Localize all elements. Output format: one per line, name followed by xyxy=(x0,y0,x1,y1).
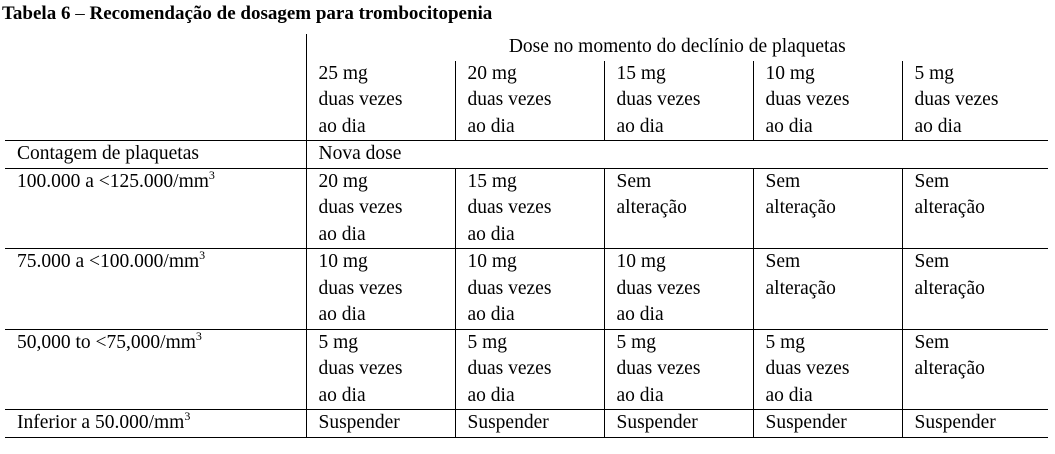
header-dose-row xyxy=(5,61,1048,141)
table-cell: Suspender xyxy=(455,410,604,438)
row-label: 75.000 $a <100.000/mm^3$ xyxy=(5,249,306,330)
table-cell: Sem alteração xyxy=(902,329,1048,410)
table-cell: 10 mg duas vezes ao dia xyxy=(306,249,455,330)
table-row xyxy=(5,329,1048,410)
header-dose-cell: 15 mg duas vezes ao dia xyxy=(604,61,753,141)
table-title-text: Recomendação de dosagem para trombocitopenia xyxy=(89,3,493,24)
header-dose-cell: 5 mg duas vezes ao dia xyxy=(902,61,1048,141)
title-dash: – xyxy=(70,3,90,24)
table-cell: 20 mg duas vezes ao dia xyxy=(306,168,455,249)
table-cell: Sem alteração xyxy=(902,168,1048,249)
new-dose-label: Nova dose xyxy=(306,141,1048,169)
table-cell: Suspender xyxy=(604,410,753,438)
table-cell: Suspender xyxy=(306,410,455,438)
table-title xyxy=(2,2,492,26)
header-dose-cell: 10 mg duas vezes ao dia xyxy=(753,61,902,141)
table-cell: Suspender xyxy=(753,410,902,438)
table-cell: Sem alteração xyxy=(753,168,902,249)
table-row xyxy=(5,410,1048,438)
row-label: 50,000 to $<75,000/mm^3$ xyxy=(5,329,306,410)
table-cell: 5 mg duas vezes ao dia xyxy=(753,329,902,410)
row-label: 100.000 $a <125.000/mm^3$ xyxy=(5,168,306,249)
table-cell: 5 mg duas vezes ao dia xyxy=(455,329,604,410)
table-cell: Sem alteração xyxy=(753,249,902,330)
table-cell: 10 mg duas vezes ao dia xyxy=(455,249,604,330)
header-empty-cell xyxy=(5,34,306,61)
table-row xyxy=(5,168,1048,249)
table-cell: 15 mg duas vezes ao dia xyxy=(455,168,604,249)
subheader-row xyxy=(5,141,1048,169)
table-cell: 10 mg duas vezes ao dia xyxy=(604,249,753,330)
table-cell: 5 mg duas vezes ao dia xyxy=(306,329,455,410)
dosage-table xyxy=(5,34,1048,438)
header-dose-cell: 25 mg duas vezes ao dia xyxy=(306,61,455,141)
table-cell: Sem alteração xyxy=(604,168,753,249)
table-number: Tabela 6 xyxy=(2,3,71,24)
row-label: Inferior a $50.000/mm^3$ xyxy=(5,410,306,438)
table-cell: Sem alteração xyxy=(902,249,1048,330)
dose-group-header: Dose no momento do declínio de plaquetas xyxy=(306,34,1048,61)
header-group-row xyxy=(5,34,1048,61)
table-cell: 5 mg duas vezes ao dia xyxy=(604,329,753,410)
table-row xyxy=(5,249,1048,330)
header-dose-cell: 20 mg duas vezes ao dia xyxy=(455,61,604,141)
header-empty-cell xyxy=(5,61,306,141)
platelet-count-label: Contagem de plaquetas xyxy=(5,141,306,169)
table-cell: Suspender xyxy=(902,410,1048,438)
